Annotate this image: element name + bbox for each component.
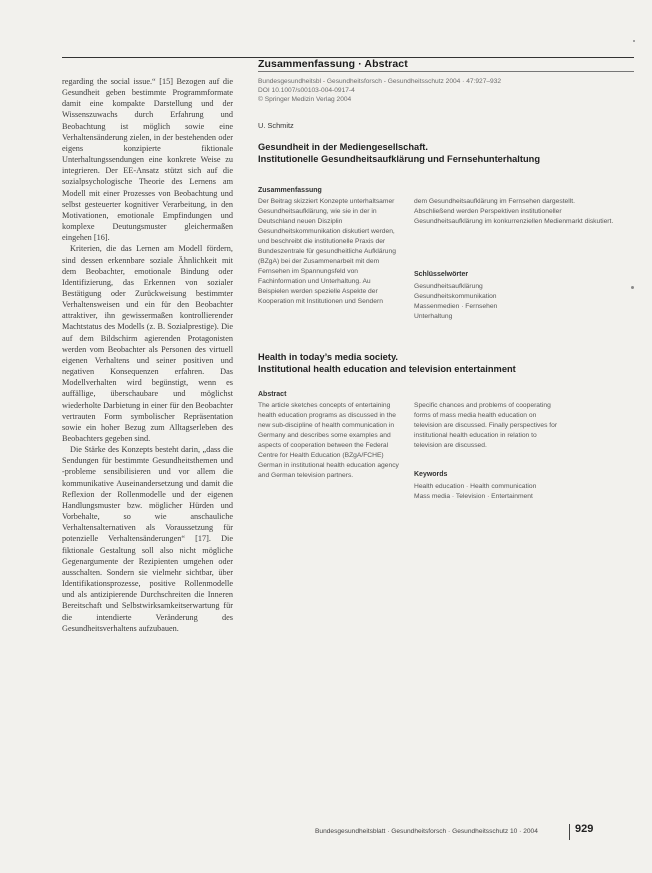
zusammenfassung-col1: Der Beitrag skizziert Konzepte unterhaltsamer Gesundheitsaufklärung, wie sie in der in Deutschland neuen Disziplin Gesundheitskommunikation diskutiert werden, und beschreibt die institutionelle Praxis der Bundeszentrale für gesundheitliche Aufklärung (BZgA) bei der Zusammenarbeit mit dem Fernsehen im Spannungsfeld von Fachinformation und Unterhaltung. Au Beispielen werden spezielle Aspekte der Kooperation mit Institutionen und Sendern [258, 198, 396, 306]
author: U. Schmitz [258, 121, 294, 130]
section-rule [258, 71, 634, 72]
keyword: Gesundheitskommunikation [414, 293, 497, 301]
footer-divider [569, 824, 570, 840]
zusammenfassung-col2: dem Gesundheitsaufklärung im Fernsehen dargestellt. Abschließend werden Perspektiven institutioneller Gesundheitsaufklärung im konkurrenziellen Medienmarkt diskutiert. [414, 198, 614, 226]
body-paragraph: Die Stärke des Konzepts besteht darin, „dass die Sendungen für bestimmte Gesundheitsthemen und -probleme sensibilisieren und vor allem die kommunikative Auseinandersetzung und damit die Reflexion der Rollenmodelle und der eigenen Handlungsmuster bzw. möglicher Hürden und Vorbehalte, so wie anschauliche Verhaltensalternativen als Voraussetzung für potenzielle Verhaltensänderungen“ [17]. Die fiktionale Gestaltung soll also nicht mögliche Gegenargumente der Rezipienten umgehen oder ausschalten. Sondern sie vielmehr sichtbar, über Identifikationsprozesse, positive Rollenmodelle und als antizipierende Durchschreiten die Inneren Bereitschaft und Selbstwirksamkeitserwartung für die intendierte Veränderung des Gesundheitsverhaltens aufzubauen. [62, 445, 233, 633]
scan-speck [633, 40, 635, 42]
english-title-line: Health in today’s media society. [258, 352, 399, 362]
keyword: Mass media · Television · Entertainment [414, 493, 533, 501]
german-title [258, 142, 628, 165]
german-keywords [414, 282, 564, 322]
page-number: 929 [575, 823, 594, 835]
german-title-line: Gesundheit in der Mediengesellschaft. [258, 142, 428, 152]
english-title-line: Institutional health education and television entertainment [258, 363, 516, 374]
citation-meta [258, 77, 538, 104]
footer-journal: Bundesgesundheitsblatt · Gesundheitsforsch · Gesundheitsschutz 10 · 2004 [315, 828, 538, 835]
section-title: Zusammenfassung · Abstract [258, 58, 408, 70]
keyword: Health education · Health communication [414, 483, 537, 490]
body-paragraph: regarding the social issue.“ [15] Bezogen auf die Gesundheit geben bestimmte Programmformate damit eine kompakte Darstellung und der Wissenszuwachs durch Erfahrung und Beobachtung ist möglich sowie eine Verhaltensänderung zielen, in der bestehenden oder eigens konzipierte fiktionale Unterhaltungssendungen eine konkrete Weise zu integrieren. Der EE-Ansatz stützt sich auf die sozialpsychologische Theorie des Lernens am Modell mit einer Prozesses von Beobachtung und selbst gesteuerter kognitiver Verarbeitung, in den Motivationen, emotionale Empfindungen und komplexe Deutungsmuster gleichermaßen eingehen [16]. [62, 77, 233, 243]
doi-line: DOI 10.1007/s00103-004-0917-4 [258, 87, 355, 94]
keywords-heading: Keywords [414, 471, 448, 478]
keyword: Unterhaltung [414, 313, 453, 321]
body-paragraph: Kriterien, die das Lernen am Modell fördern, sind dessen erkennbare soziale Ähnlichkeit mit dem Beobachter, emotionale Bindung oder Identifizierung, das Erkennen von sozialer Bestätigung oder Zurückweisung bestimmter Verhaltensweisen und ein für den Beobachter attraktiver, ihn gewissermaßen kontrollierender Machtstatus des Modells (z. B. Sozialprestige). Die auf dem Bildschirm agierenden Protagonisten werden vom Beobachter als Personen des virtuell eigenen Verhaltens und seiner positiven und negativen Konsequenzen erfahren. Das Modellverhalten wird begünstigt, wenn es auffällige, überschaubare und möglichst wiederholte Darbietung in einer für den Beobachter vertrauten Form symbolischer Repräsentation sowie ein hoher Bezug zum Alltagserleben des Beobachters gegeben sind. [62, 244, 233, 443]
german-title-line: Institutionelle Gesundheitsaufklärung und Fernsehunterhaltung [258, 153, 541, 164]
abstract-col1: The article sketches concepts of entertaining health education programs as discussed in the new sub-discipline of health communication in Germany and describes some examples and aspects of cooperation between the Federal Centre for Health Education (BZgA/FCHE) German in institutional health education agency and German television partners. [258, 402, 399, 480]
left-body-column [62, 76, 233, 634]
citation-line: Bundesgesundheitsbl - Gesundheitsforsch - Gesundheitsschutz 2004 · 47:927–932 [258, 78, 502, 85]
english-title [258, 352, 628, 375]
abstract-col2: Specific chances and problems of cooperating forms of mass media health education on television are discussed. Finally perspectives for institutional health education in relation to television are discussed. [414, 402, 558, 450]
copyright-line: © Springer Medizin Verlag 2004 [258, 96, 352, 103]
scan-speck [631, 286, 634, 289]
schluesselwoerter-heading: Schlüsselwörter [414, 271, 469, 278]
keyword: Massenmedien · Fernsehen [414, 303, 498, 311]
zusammenfassung-heading: Zusammenfassung [258, 187, 322, 194]
keyword: Gesundheitsaufklärung [414, 283, 483, 290]
english-keywords [414, 482, 564, 502]
abstract-heading: Abstract [258, 391, 287, 398]
